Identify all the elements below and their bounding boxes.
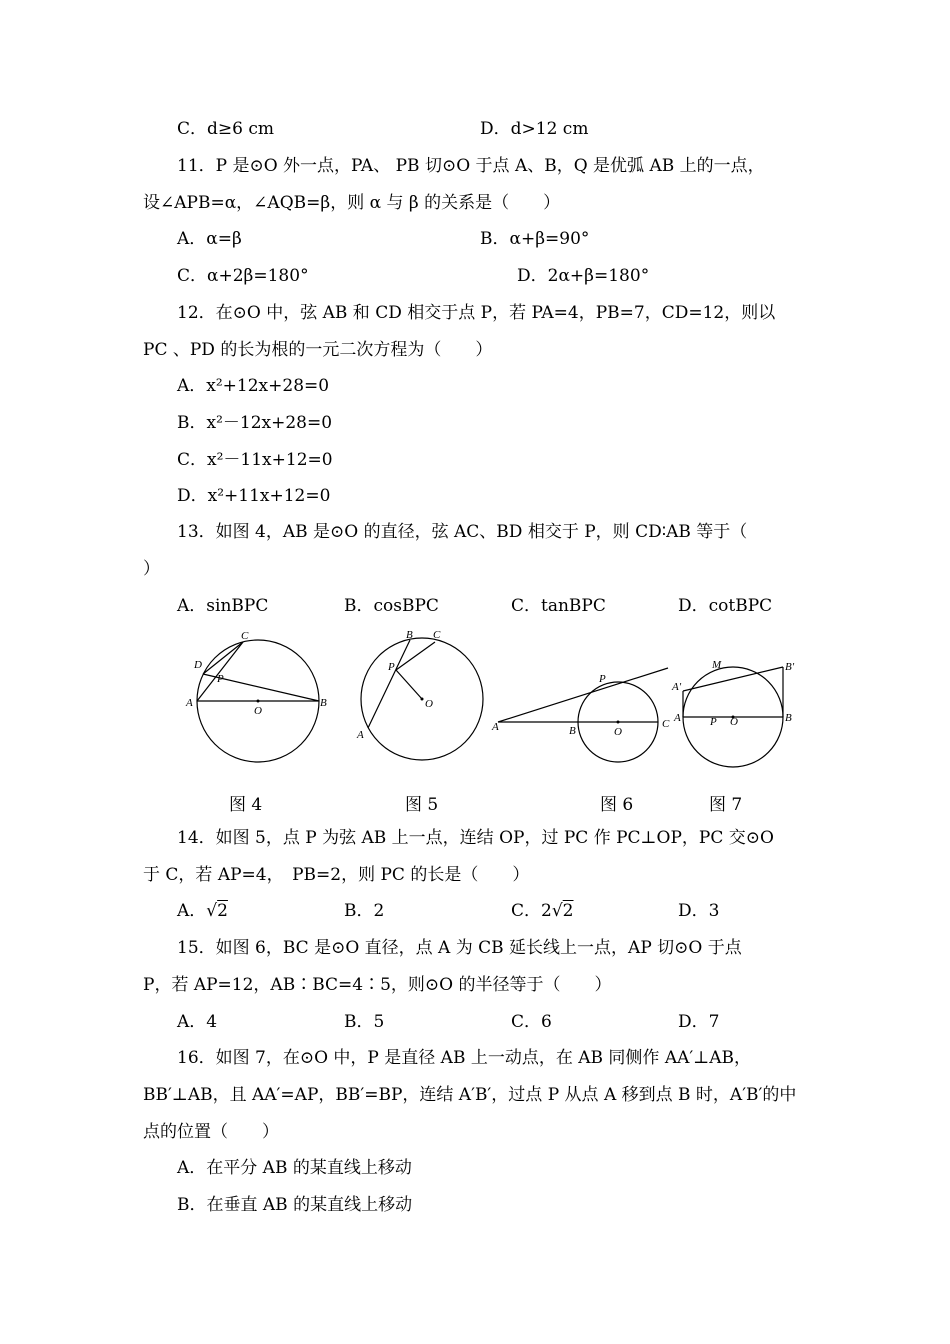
fig7-label-bprime: B′ <box>785 661 795 673</box>
q11-stem-line1: 11．P 是⊙O 外一点，PA、 PB 切⊙O 于点 A、B，Q 是优弧 AB 上的一点， <box>177 156 765 176</box>
q11-option-c: C．α+2β=180° <box>177 266 309 286</box>
q15-option-b: B．5 <box>344 1012 385 1032</box>
q12-stem-line1: 12．在⊙O 中，弦 AB 和 CD 相交于点 P，若 PA=4，PB=7，CD=12，则以 <box>177 303 776 323</box>
q12-option-d: D．x²+11x+12=0 <box>177 486 331 506</box>
q15-stem-line1: 15．如图 6，BC 是⊙O 直径，点 A 为 CB 延长线上一点，AP 切⊙O 于点 <box>177 938 742 958</box>
q14-option-b: B．2 <box>344 901 385 921</box>
q14-option-c <box>511 900 574 922</box>
figure-7 <box>668 650 808 770</box>
fig5-label-p: P <box>388 661 395 673</box>
q14-stem-line1: 14．如图 5，点 P 为弦 AB 上一点，连结 OP，过 PC 作 PC⊥OP，PC 交⊙O <box>177 828 774 848</box>
fig4-label-o: O <box>254 705 262 717</box>
q14-stem-line2: 于 C，若 AP=4， PB=2，则 PC 的长是（ ） <box>143 865 530 885</box>
q16-option-b: B．在垂直 AB 的某直线上移动 <box>177 1195 413 1215</box>
q15-option-a: A．4 <box>177 1012 218 1032</box>
fig5-caption: 图 5 <box>405 795 439 815</box>
fig6-label-c: C <box>662 718 670 730</box>
fig6-caption: 图 6 <box>600 795 634 815</box>
sqrt-sign-icon: √ <box>551 901 563 921</box>
figure-4 <box>180 628 340 768</box>
q13-stem-line2: ） <box>143 559 160 579</box>
q11-option-a: A．α=β <box>177 229 242 249</box>
fig6-label-p: P <box>599 673 606 685</box>
fig5-label-c: C <box>433 629 441 641</box>
q12-option-a: A．x²+12x+28=0 <box>177 376 330 396</box>
fig5-label-a: A <box>357 729 364 741</box>
q12-option-b: B．x²－12x+28=0 <box>177 413 333 433</box>
q14-option-d: D．3 <box>678 901 720 921</box>
fig7-label-m: M <box>712 659 722 671</box>
q14-option-a-prefix: A． <box>177 901 207 921</box>
figure-6 <box>488 660 678 770</box>
figure-5 <box>350 628 500 768</box>
fig4-label-p: P <box>217 673 224 685</box>
fig6-label-o: O <box>614 726 622 738</box>
q16-stem-line1: 16．如图 7，在⊙O 中，P 是直径 AB 上一动点，在 AB 同侧作 AA′⊥AB， <box>177 1048 752 1068</box>
q15-option-d: D．7 <box>678 1012 720 1032</box>
q15-option-c: C．6 <box>511 1012 552 1032</box>
q13-option-d: D．cotBPC <box>678 596 773 616</box>
fig7-caption: 图 7 <box>709 795 743 815</box>
fig6-label-b: B <box>569 725 576 737</box>
fig7-label-p: P <box>710 716 717 728</box>
q10-option-c: C．d≥6 cm <box>177 119 274 139</box>
q14-option-c-prefix: C．2 <box>511 901 552 921</box>
fig6-label-a: A <box>492 721 499 733</box>
q14-option-a <box>177 900 228 922</box>
fig4-label-b: B <box>320 697 327 709</box>
q14-option-c-radicand: 2 <box>562 901 574 921</box>
q16-option-a: A．在平分 AB 的某直线上移动 <box>177 1158 412 1178</box>
q11-stem-line2: 设∠APB=α，∠AQB=β，则 α 与 β 的关系是（ ） <box>143 193 561 213</box>
fig7-label-o: O <box>730 716 738 728</box>
fig7-label-a: A <box>674 712 681 724</box>
q11-option-d: D．2α+β=180° <box>517 266 650 286</box>
fig5-label-o: O <box>425 698 433 710</box>
q13-option-c: C．tanBPC <box>511 596 606 616</box>
q10-option-d: D．d>12 cm <box>480 119 589 139</box>
q11-option-b: B．α+β=90° <box>480 229 590 249</box>
sqrt-sign-icon: √ <box>206 901 218 921</box>
fig4-caption: 图 4 <box>229 795 263 815</box>
q12-option-c: C．x²－11x+12=0 <box>177 450 333 470</box>
q14-option-a-radicand: 2 <box>217 901 228 921</box>
q12-stem-line2: PC 、PD 的长为根的一元二次方程为（ ） <box>143 340 493 360</box>
q16-stem-line2: BB′⊥AB，且 AA′=AP，BB′=BP，连结 A′B′，过点 P 从点 A 移到点 B 时，A′B′的中 <box>143 1085 797 1105</box>
q13-stem-line1: 13．如图 4，AB 是⊙O 的直径，弦 AC、BD 相交于 P，则 CD∶AB 等于（ <box>177 522 748 542</box>
q13-option-a: A．sinBPC <box>177 596 269 616</box>
q15-stem-line2: P，若 AP=12，AB∶BC=4∶5，则⊙O 的半径等于（ ） <box>143 975 612 995</box>
fig4-label-d: D <box>194 659 202 671</box>
fig7-label-b: B <box>785 712 792 724</box>
q16-stem-line3: 点的位置（ ） <box>143 1122 279 1142</box>
fig7-label-aprime: A′ <box>672 681 682 693</box>
fig5-label-b: B <box>406 629 413 641</box>
fig4-label-a: A <box>186 697 193 709</box>
q13-option-b: B．cosBPC <box>344 596 439 616</box>
fig4-label-c: C <box>241 630 249 642</box>
